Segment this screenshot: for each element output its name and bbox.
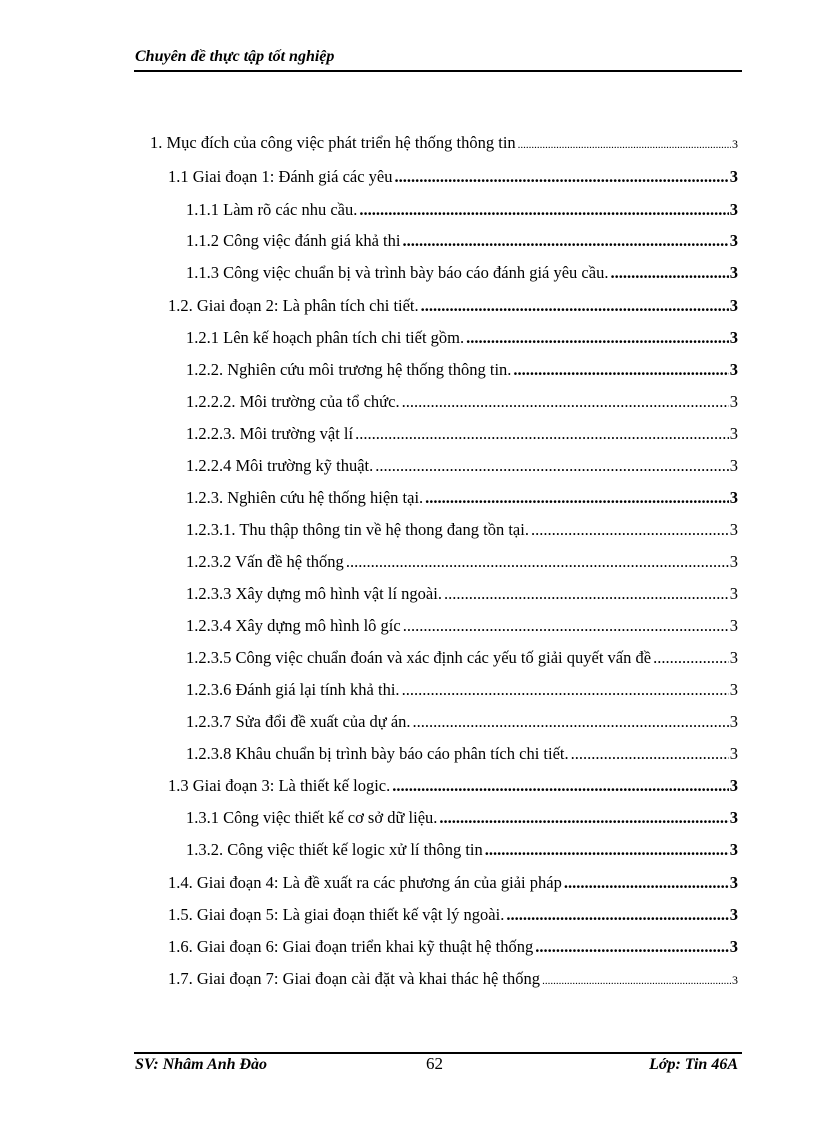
toc-entry-page: 3 bbox=[729, 296, 738, 315]
toc-entry-page: 3 bbox=[729, 488, 738, 507]
toc-leader bbox=[346, 552, 729, 572]
toc-entry-text: 1.1.1 Làm rõ các nhu cầu. bbox=[186, 200, 358, 219]
toc-entry-page: 3 bbox=[729, 360, 738, 379]
toc-entry-page: 3 bbox=[729, 937, 738, 956]
toc-entry-text: 1.2.2.2. Môi trường của tổ chức. bbox=[186, 392, 400, 411]
toc-entry-text: 1.6. Giai đoạn 6: Giai đoạn triển khai kỹ thuật hệ thống bbox=[168, 937, 534, 956]
toc-leader bbox=[513, 360, 728, 380]
toc-entry-text: 1.2.3.8 Khâu chuẩn bị trình bày báo cáo phân tích chi tiết. bbox=[186, 744, 569, 763]
toc-entry-page: 3 bbox=[729, 424, 738, 443]
toc-leader bbox=[610, 263, 728, 283]
toc-entry[interactable] bbox=[186, 712, 738, 734]
toc-leader bbox=[653, 648, 729, 668]
toc-entry[interactable] bbox=[186, 616, 738, 638]
toc-leader bbox=[392, 776, 729, 796]
footer-page-number: 62 bbox=[426, 1054, 443, 1073]
toc-entry-page: 3 bbox=[729, 808, 738, 827]
toc-entry[interactable] bbox=[186, 808, 738, 830]
toc-entry[interactable] bbox=[186, 744, 738, 766]
toc-entry[interactable] bbox=[168, 905, 738, 927]
toc-entry-page: 3 bbox=[732, 137, 738, 151]
header-divider bbox=[134, 70, 742, 72]
toc-entry-text: 1.2.2.3. Môi trường vật lí bbox=[186, 424, 354, 443]
toc-entry-text: 1.5. Giai đoạn 5: Là giai đoạn thiết kế vật lý ngoài. bbox=[168, 905, 505, 924]
toc-entry[interactable] bbox=[168, 776, 738, 798]
toc-entry-text: 1.3.2. Công việc thiết kế logic xử lí thông tin bbox=[186, 840, 483, 859]
toc-leader bbox=[402, 231, 728, 251]
toc-entry[interactable] bbox=[186, 231, 738, 253]
toc-leader bbox=[444, 584, 729, 604]
toc-entry-text: 1.2.3.4 Xây dựng mô hình lô gíc bbox=[186, 616, 401, 635]
toc-leader bbox=[359, 200, 728, 220]
toc-entry-page: 3 bbox=[729, 263, 738, 282]
toc-leader bbox=[531, 520, 729, 540]
toc-leader bbox=[413, 712, 729, 732]
toc-entry-page: 3 bbox=[729, 840, 738, 859]
toc-entry-text: 1.3 Giai đoạn 3: Là thiết kế logic. bbox=[168, 776, 391, 795]
toc-entry-text: 1.2.3.5 Công việc chuẩn đoán và xác định các yếu tố giải quyết vấn đề bbox=[186, 648, 652, 667]
toc-leader bbox=[403, 616, 729, 636]
toc-entry-text: 1.3.1 Công việc thiết kế cơ sở dữ liệu. bbox=[186, 808, 438, 827]
toc-entry-page: 3 bbox=[729, 680, 738, 699]
toc-entry-page: 3 bbox=[729, 231, 738, 250]
toc-entry-page: 3 bbox=[732, 973, 738, 987]
toc-entry-text: 1.2. Giai đoạn 2: Là phân tích chi tiết. bbox=[168, 296, 419, 315]
toc-entry[interactable] bbox=[168, 969, 738, 991]
toc-leader bbox=[518, 139, 731, 151]
toc-entry-page: 3 bbox=[729, 328, 738, 347]
toc-entry-page: 3 bbox=[729, 167, 738, 186]
toc-entry[interactable] bbox=[150, 133, 738, 155]
toc-entry-text: 1.2.1 Lên kế hoạch phân tích chi tiết gồm. bbox=[186, 328, 465, 347]
toc-entry[interactable] bbox=[186, 648, 738, 670]
toc-entry[interactable] bbox=[186, 200, 738, 222]
toc-entry-text: 1.4. Giai đoạn 4: Là đề xuất ra các phương án của giải pháp bbox=[168, 873, 562, 892]
footer-class: Lớp: Tin 46A bbox=[649, 1056, 738, 1073]
toc-entry-text: 1.1 Giai đoạn 1: Đánh giá các yêu bbox=[168, 167, 393, 186]
toc-entry[interactable] bbox=[168, 873, 738, 895]
toc-leader bbox=[439, 808, 728, 828]
toc-entry-page: 3 bbox=[729, 392, 738, 411]
toc-entry-page: 3 bbox=[729, 648, 738, 667]
toc-entry-page: 3 bbox=[729, 584, 738, 603]
toc-entry-text: 1.2.3.2 Vấn đề hệ thống bbox=[186, 552, 344, 571]
toc-entry-text: 1.2.3.3 Xây dựng mô hình vật lí ngoài. bbox=[186, 584, 442, 603]
toc-entry[interactable] bbox=[168, 167, 738, 189]
toc-entry[interactable] bbox=[186, 584, 738, 606]
toc-entry[interactable] bbox=[186, 328, 738, 350]
toc-leader bbox=[542, 975, 731, 987]
toc-leader bbox=[402, 392, 729, 412]
toc-entry-page: 3 bbox=[729, 456, 738, 475]
toc-entry-page: 3 bbox=[729, 552, 738, 571]
toc-entry[interactable] bbox=[186, 488, 738, 510]
toc-leader bbox=[421, 296, 729, 316]
toc-entry[interactable] bbox=[186, 263, 738, 285]
toc-entry[interactable] bbox=[186, 424, 738, 446]
toc-entry-page: 3 bbox=[729, 520, 738, 539]
toc-entry-text: 1.2.2. Nghiên cứu môi trương hệ thống thông tin. bbox=[186, 360, 512, 379]
toc-entry[interactable] bbox=[168, 296, 738, 318]
toc-leader bbox=[466, 328, 729, 348]
toc-entry-page: 3 bbox=[729, 873, 738, 892]
toc-entry-page: 3 bbox=[729, 776, 738, 795]
toc-entry-text: 1.7. Giai đoạn 7: Giai đoạn cài đặt và khai thác hệ thống bbox=[168, 969, 541, 988]
toc-entry-text: 1.2.3.6 Đánh giá lại tính khả thi. bbox=[186, 680, 400, 699]
toc-entry[interactable] bbox=[186, 552, 738, 574]
toc-leader bbox=[355, 424, 729, 444]
toc-entry[interactable] bbox=[186, 680, 738, 702]
footer-student-name: SV: Nhâm Anh Đào bbox=[135, 1056, 268, 1073]
toc-leader bbox=[395, 167, 729, 187]
toc-entry-page: 3 bbox=[729, 616, 738, 635]
toc-leader bbox=[375, 456, 729, 476]
toc-entry-page: 3 bbox=[729, 905, 738, 924]
toc-entry[interactable] bbox=[186, 392, 738, 414]
toc-entry-text: 1.2.2.4 Môi trường kỹ thuật. bbox=[186, 456, 374, 475]
toc-entry-page: 3 bbox=[729, 712, 738, 731]
toc-entry[interactable] bbox=[186, 360, 738, 382]
toc-leader bbox=[402, 680, 729, 700]
toc-leader bbox=[535, 937, 729, 957]
toc-entry-text: 1.2.3.1. Thu thập thông tin về hệ thong đang tồn tại. bbox=[186, 520, 529, 539]
toc-entry-text: 1.2.3. Nghiên cứu hệ thống hiện tại. bbox=[186, 488, 424, 507]
toc-entry[interactable] bbox=[186, 840, 738, 862]
toc-entry[interactable] bbox=[168, 937, 738, 959]
toc-entry[interactable] bbox=[186, 456, 738, 478]
toc-leader bbox=[425, 488, 729, 508]
toc-entry-text: 1. Mục đích của công việc phát triển hệ thống thông tin bbox=[150, 133, 516, 152]
toc-leader bbox=[506, 905, 728, 925]
toc-leader bbox=[485, 840, 729, 860]
toc-leader bbox=[571, 744, 729, 764]
toc-entry[interactable] bbox=[186, 520, 738, 542]
toc-entry-text: 1.2.3.7 Sửa đổi đề xuất của dự án. bbox=[186, 712, 411, 731]
toc-entry-page: 3 bbox=[729, 200, 738, 219]
toc-entry-text: 1.1.3 Công việc chuẩn bị và trình bày báo cáo đánh giá yêu cầu. bbox=[186, 263, 609, 282]
toc-leader bbox=[564, 873, 729, 893]
toc-entry-text: 1.1.2 Công việc đánh giá khả thi bbox=[186, 231, 401, 250]
page-header-title: Chuyên đề thực tập tốt nghiệp bbox=[135, 48, 335, 65]
toc-entry-page: 3 bbox=[729, 744, 738, 763]
